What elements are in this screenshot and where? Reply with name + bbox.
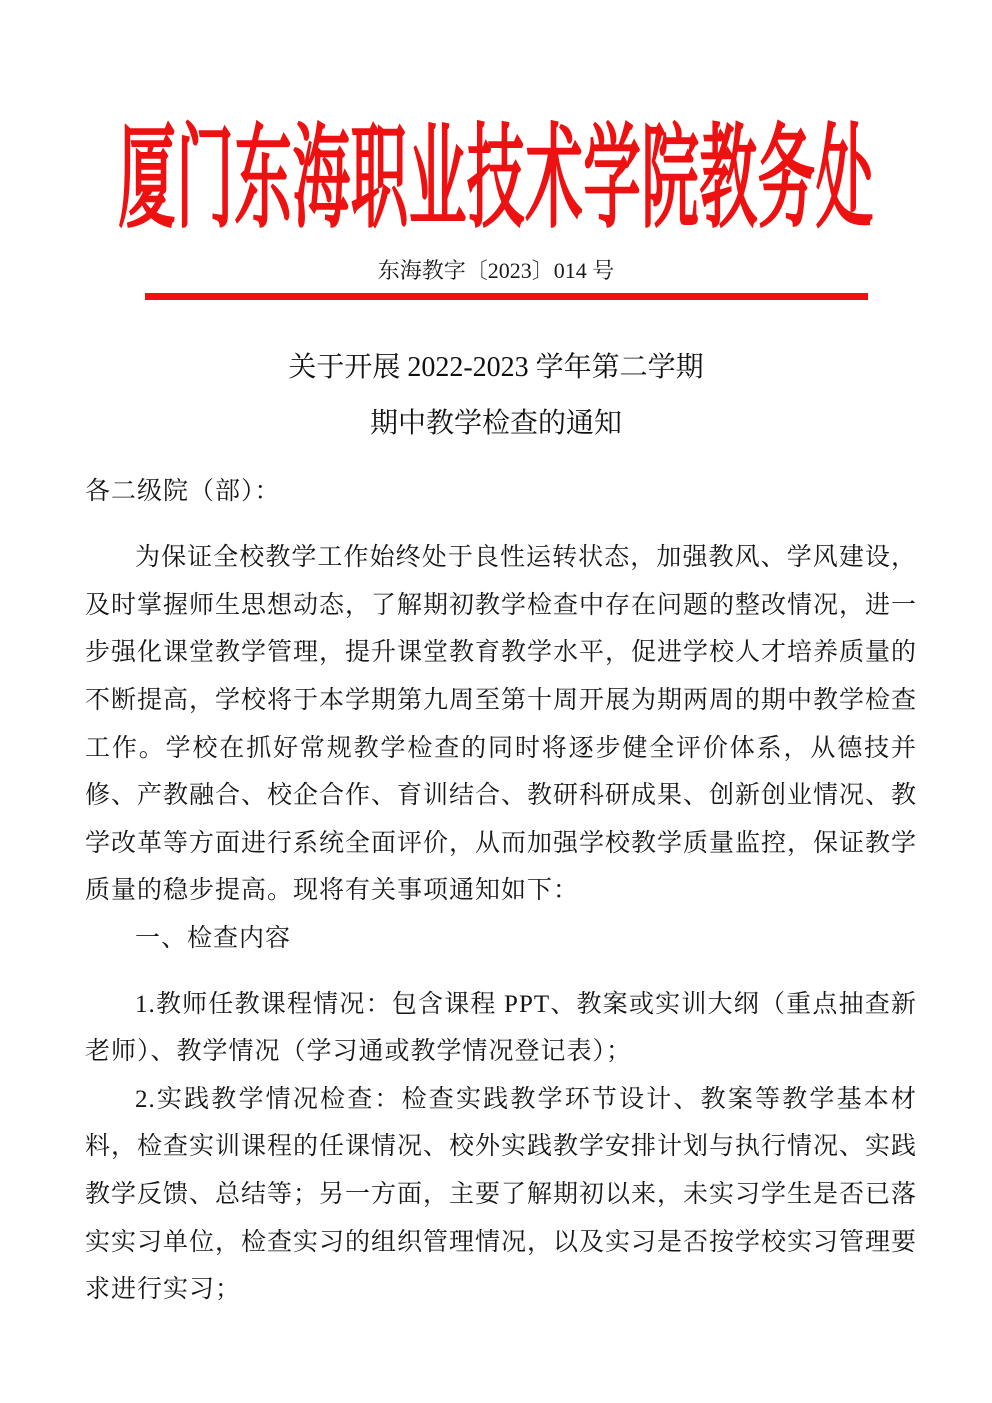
check-item-1: 1.教师任教课程情况：包含课程 PPT、教案或实训大纲（重点抽查新老师）、教学情况（学习通或教学情况登记表）； [85,990,917,1066]
document-title [0,340,992,452]
document-title-line2: 期中教学检查的通知 [369,407,622,439]
document-number: 东海教字〔2023〕014 号 [377,257,615,283]
letterhead [0,0,992,253]
letterhead-title: 厦门东海职业技术学院教务处 [118,117,874,242]
red-divider-line [145,293,868,300]
salutation: 各二级院（部）： [85,477,281,505]
check-item-2: 2.实践教学情况检查：检查实践教学环节设计、教案等教学基本材料，检查实训课程的任课情况、校外实践教学安排计划与执行情况、实践教学反馈、总结等；另一方面，主要了解期初以来，未实习学生是否已落实实习单位，检查实习的组织管理情况，以及实习是否按学校实习管理要求进行实习； [85,1085,918,1304]
intro-paragraph: 为保证全校教学工作始终处于良性运转状态，加强教风、学风建设，及时掌握师生思想动态，了解期初教学检查中存在问题的整改情况，进一步强化课堂教学管理，提升课堂教育教学水平，促进学校人才培养质量的不断提高，学校将于本学期第九周至第十周开展为期两周的期中教学检查工作。学校在抓好常规教学检查的同时将逐步健全评价体系，从德技并修、产教融合、校企合作、育训结合、教研科研成果、创新创业情况、教学改革等方面进行系统全面评价，从而加强学校教学质量监控，保证教学质量的稳步提高。现将有关事项通知如下： [85,544,918,905]
document-title-line1: 关于开展 2022-2023 学年第二学期 [288,351,704,383]
section-heading-check-content: 一、检查内容 [135,924,292,952]
document-body [85,468,917,1314]
